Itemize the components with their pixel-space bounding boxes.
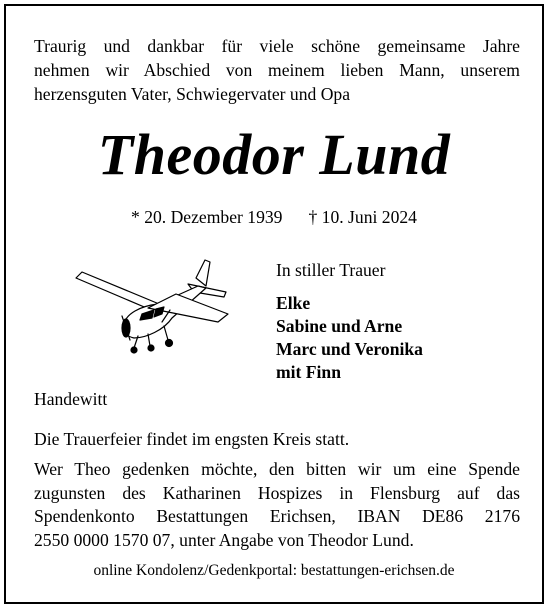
donation-line: zugunsten des Katharinen Hospizes in Flensburg auf das <box>34 482 520 503</box>
donation-line: 2550 0000 1570 07, unter Angabe von Theodor Lund. <box>34 529 414 550</box>
donation-line: Wer Theo gedenken möchte, den bitten wir um eine Spende <box>34 459 520 479</box>
mourner-name: Sabine und Arne <box>276 316 403 336</box>
mourner-name: mit Finn <box>276 362 342 382</box>
mourning-heading: In stiller Trauer <box>276 260 386 280</box>
life-dates <box>6 206 542 228</box>
mourner-name: Elke <box>276 293 311 313</box>
birth-date: * 20. Dezember 1939 <box>131 207 283 227</box>
condolence-portal: online Kondolenz/Gedenkportal: bestattungen-erichsen.de <box>93 562 455 579</box>
mourner-list <box>276 292 423 384</box>
intro-text <box>34 34 520 106</box>
deceased-name: Theodor Lund <box>97 122 451 187</box>
place-name: Handewitt <box>34 389 108 409</box>
intro-line: nehmen wir Abschied von meinem lieben Mann, unserem <box>34 60 520 80</box>
intro-line: herzensguten Vater, Schwiegervater und Opa <box>34 84 351 104</box>
airplane-icon <box>68 256 243 356</box>
intro-line: Traurig und dankbar für viele schöne gemeinsame Jahre <box>34 36 520 56</box>
death-date: † 10. Juni 2024 <box>308 207 417 227</box>
donation-line: Spendenkonto Bestattungen Erichsen, IBAN DE86 2176 <box>34 506 520 526</box>
donation-notice <box>34 458 520 552</box>
ceremony-notice: Die Trauerfeier findet im engsten Kreis statt. <box>34 429 350 449</box>
mourner-name: Marc und Veronika <box>276 339 423 359</box>
obituary-card <box>4 4 544 604</box>
